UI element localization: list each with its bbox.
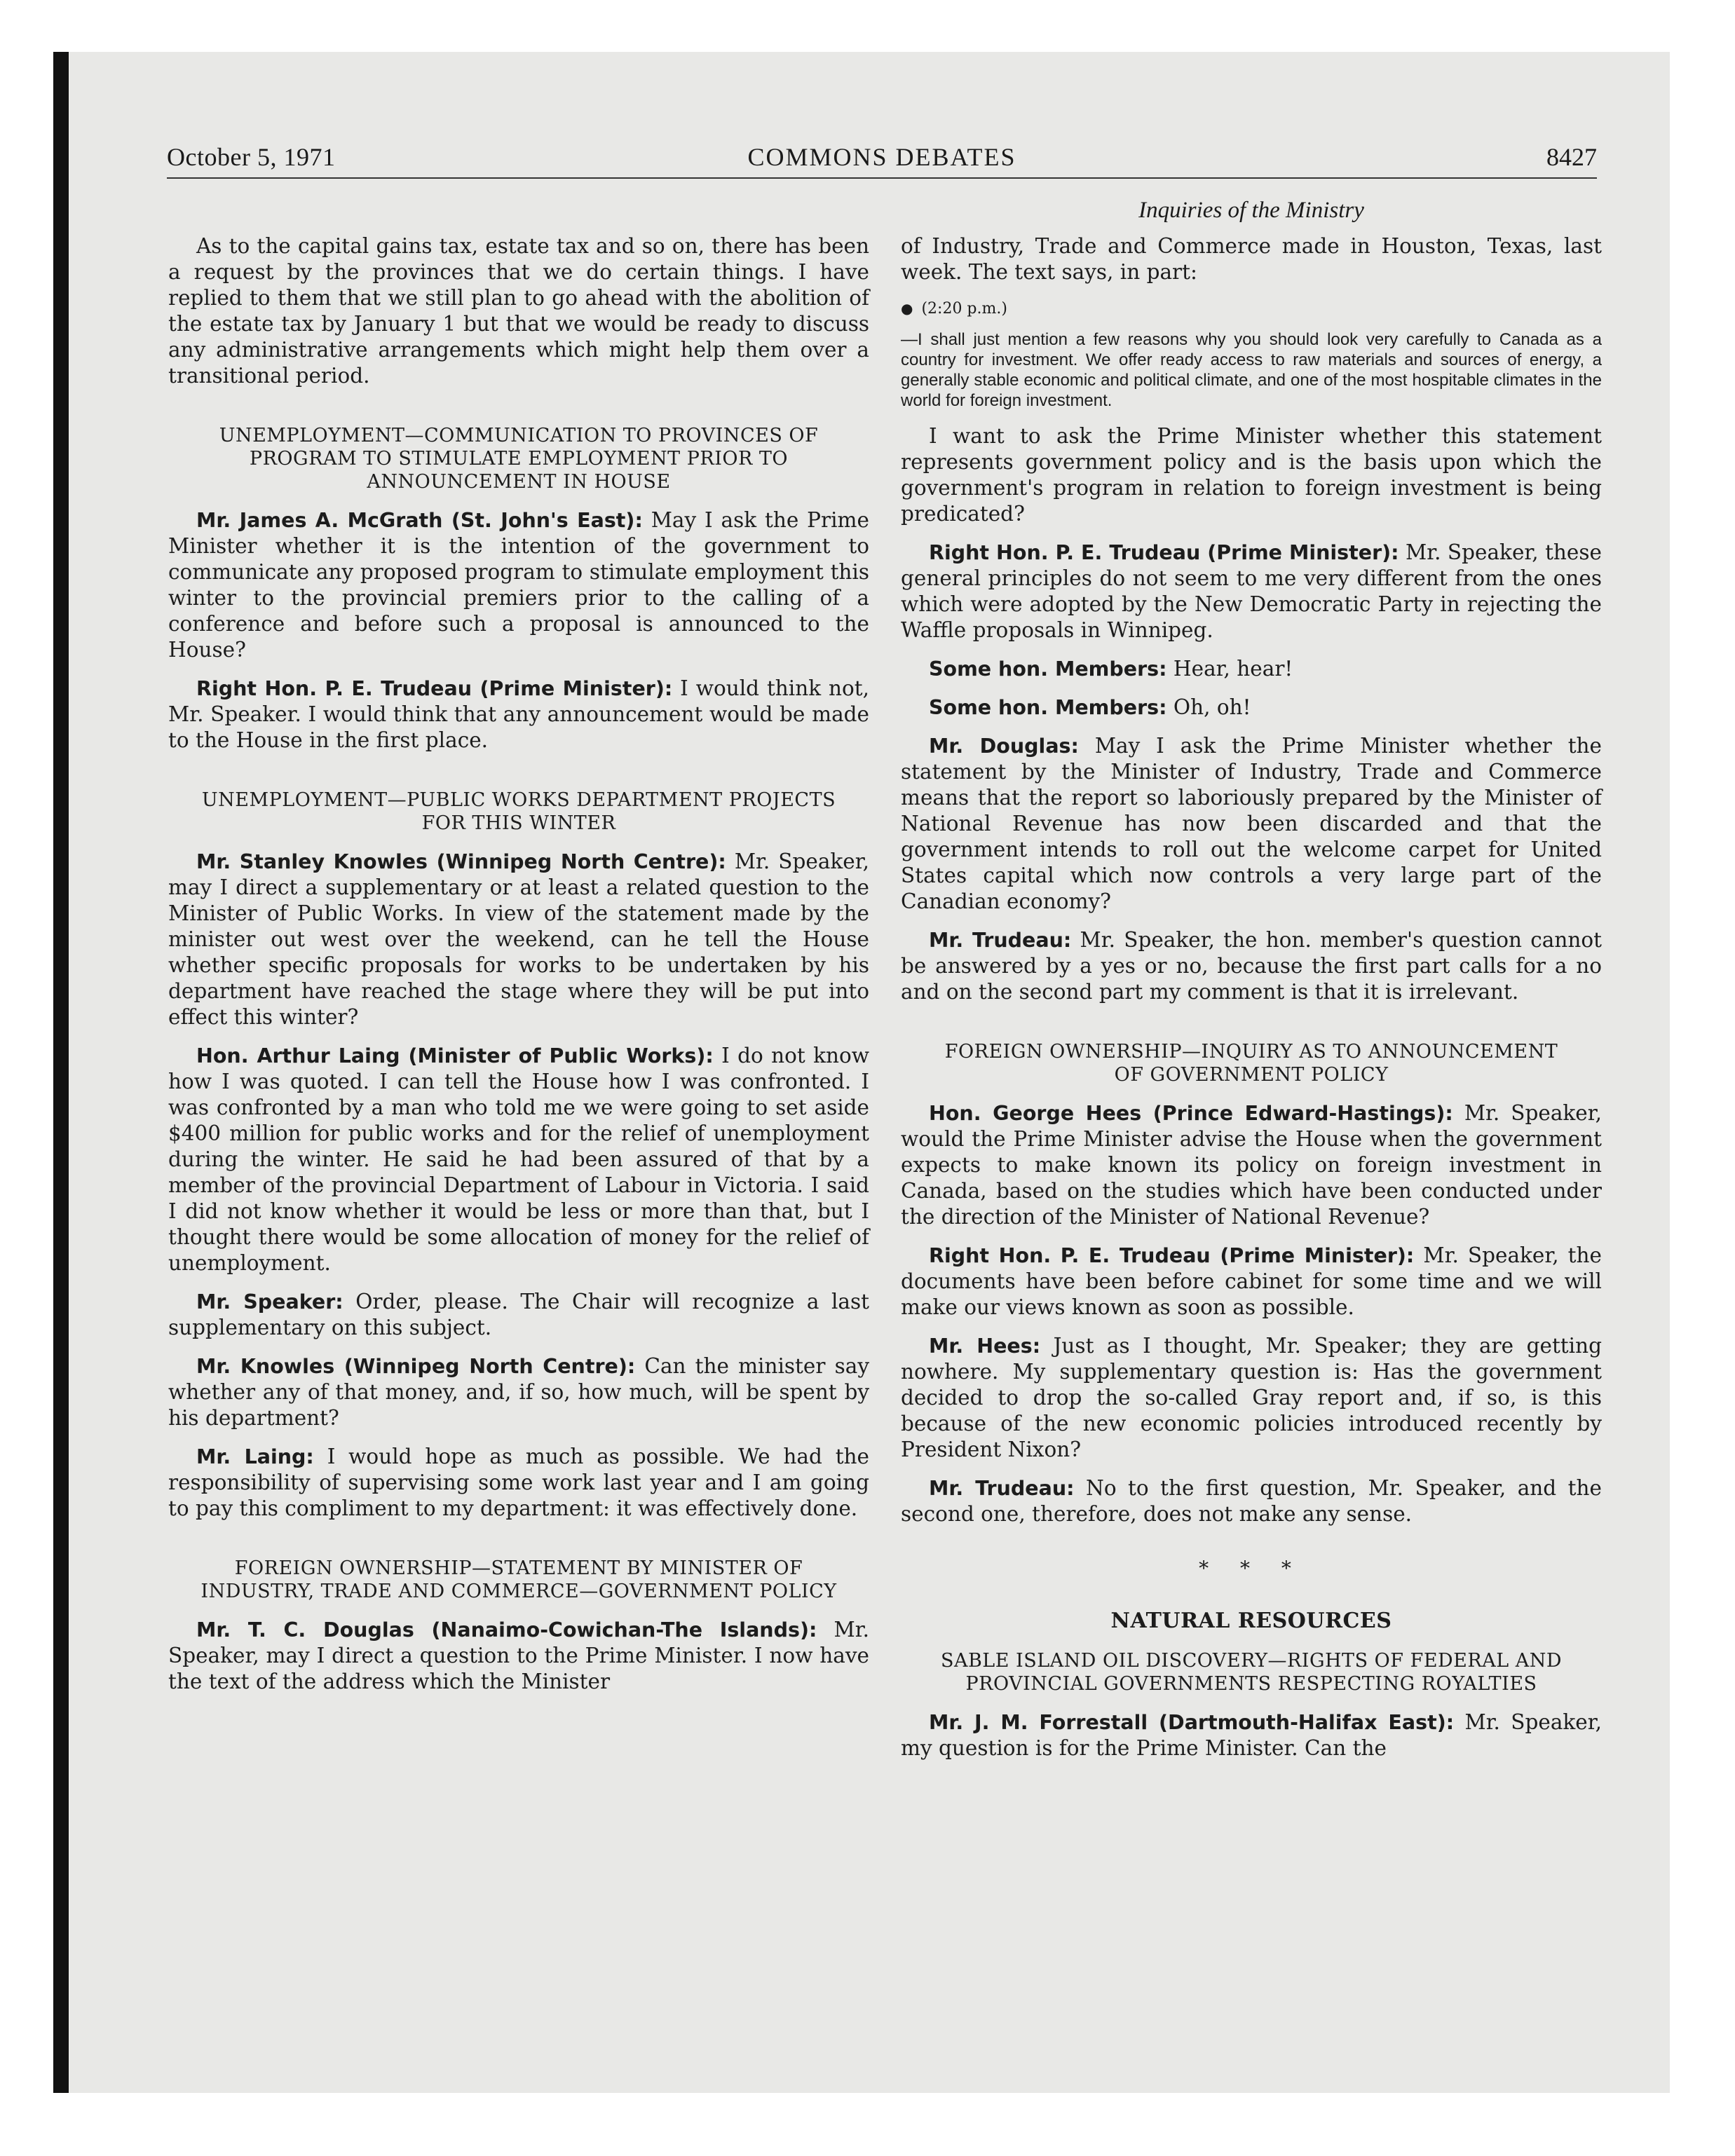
speaker-name: Mr. Knowles (Winnipeg North Centre): (196, 1355, 636, 1378)
right-column (901, 233, 1602, 1774)
speaker-name: Right Hon. P. E. Trudeau (Prime Minister): (196, 677, 673, 700)
section-heading: FOREIGN OWNERSHIP—INQUIRY AS TO ANNOUNCEMENT OF GOVERNMENT POLICY (944, 1041, 1558, 1086)
speaker-name: Right Hon. P. E. Trudeau (Prime Minister): (929, 1244, 1415, 1267)
speech-text: Can the minister say whether any of that money, and, if so, how much, will be spent by his department? (168, 1354, 869, 1430)
speaker-name: Mr. T. C. Douglas (Nanaimo-Cowichan-The Islands): (196, 1618, 817, 1642)
speaker-name: Mr. J. M. Forrestall (Dartmouth-Halifax East): (929, 1711, 1455, 1734)
speaker-name: Mr. Laing: (196, 1445, 314, 1468)
speech (901, 927, 1602, 1005)
paragraph: of Industry, Trade and Commerce made in Houston, Texas, last week. The text says, in part: (901, 234, 1602, 284)
section-heading: UNEMPLOYMENT—COMMUNICATION TO PROVINCES OF PROGRAM TO STIMULATE EMPLOYMENT PRIOR TO ANNOUNCEMENT IN HOUSE (219, 425, 819, 493)
speech (168, 1353, 869, 1431)
speaker-name: Hon. Arthur Laing (Minister of Public Works): (196, 1044, 714, 1067)
speech-text: Mr. Speaker, these general principles do not seem to me very different from the ones which were adopted by the New Democratic Party in rejecting the Waffle proposals in Winnipeg. (901, 540, 1602, 642)
speech-text: Mr. Speaker, my question is for the Prime Minister. Can the (901, 1710, 1602, 1760)
speech (901, 733, 1602, 915)
speaker-name: Mr. Hees: (929, 1335, 1041, 1358)
section-heading: UNEMPLOYMENT—PUBLIC WORKS DEPARTMENT PROJECTS FOR THIS WINTER (201, 789, 836, 834)
speech-text: I would think not, Mr. Speaker. I would think that any announcement would be made to the House in the first place. (168, 676, 869, 752)
speaker-name: Mr. Douglas: (929, 735, 1079, 758)
major-heading: NATURAL RESOURCES (1110, 1609, 1392, 1633)
speaker-name: Some hon. Members: (929, 657, 1167, 681)
speech-text: No to the first question, Mr. Speaker, and the second one, therefore, does not make any sense. (901, 1476, 1602, 1526)
speech-text: May I ask the Prime Minister whether it is the intention of the government to communicate any proposed program to stimulate employment this winter to the provincial premiers prior to the calling of a conference and before such a proposal is announced to the House? (168, 508, 869, 662)
speech-text: Mr. Speaker, the documents have been before cabinet for some time and we will make our views known as soon as possible. (901, 1243, 1602, 1319)
speech-text: Just as I thought, Mr. Speaker; they are getting nowhere. My supplementary question is: Has the government decided to drop the so-called Gray report and, if so, is this because of the new economic policies introduced recently by President Nixon? (901, 1334, 1602, 1461)
paragraph: I want to ask the Prime Minister whether this statement represents government policy and is the basis upon which the government's program in relation to foreign investment is being predicated? (901, 424, 1602, 526)
speech (901, 695, 1602, 721)
header-journal-title: COMMONS DEBATES (747, 143, 1016, 171)
speech-text: Oh, oh! (1173, 695, 1251, 719)
header-page-number: 8427 (1546, 143, 1597, 171)
speech (901, 1243, 1602, 1321)
section-heading: SABLE ISLAND OIL DISCOVERY—RIGHTS OF FEDERAL AND PROVINCIAL GOVERNMENTS RESPECTING ROYALTIES (940, 1650, 1563, 1695)
speech (168, 1289, 869, 1341)
speech (168, 507, 869, 663)
speech-text: Mr. Speaker, would the Prime Minister advise the House when the government expects to make known its policy on foreign investment in Canada, based on the studies which have been conducted under the direction of the Minister of National Revenue? (901, 1101, 1602, 1229)
section-divider: * * * (1199, 1557, 1304, 1580)
paragraph: As to the capital gains tax, estate tax and so on, there has been a request by the provinces that we do certain things. I have replied to them that we still plan to go ahead with the abolition of the estate tax by January 1 but that we would be ready to discuss any administrative arrangements which might help them over a transitional period. (168, 234, 869, 388)
left-column (168, 233, 869, 1707)
time-marker (901, 298, 1602, 320)
speech-text: Hear, hear! (1173, 657, 1293, 681)
header-date: October 5, 1971 (167, 143, 336, 171)
speech (901, 656, 1602, 682)
speech-text: Mr. Speaker, may I direct a question to the Prime Minister. I now have the text of the address which the Minister (168, 1618, 869, 1693)
speech-text: I would hope as much as possible. We had the responsibility of supervising some work last year and I am going to pay this compliment to my department: it was effectively done. (168, 1445, 869, 1520)
speech-text: May I ask the Prime Minister whether the statement by the Minister of Industry, Trade and Commerce means that the report so laboriously prepared by the Minister of National Revenue has now been discarded and that the government intends to roll out the welcome carpet for United States capital which now controls a very large part of the Canadian economy? (901, 734, 1603, 913)
speech-text: Mr. Speaker, may I direct a supplementary or at least a related question to the Minister of Public Works. In view of the statement made by the minister out west over the weekend, can he tell the House whether specific proposals for works to be undertaken by his department have reached the stage where they will be put into effect this winter? (168, 850, 869, 1029)
quoted-text: —I shall just mention a few reasons why you should look very carefully to Canada as a country for investment. We offer ready access to raw materials and sources of energy, a generally stable economic and political climate, and one of the most hospitable climates in the world for foreign investment. (901, 330, 1602, 410)
page-header (167, 142, 1597, 179)
speech (901, 1710, 1602, 1761)
speech (168, 1444, 869, 1522)
time-stamp: (2:20 p.m.) (921, 300, 1007, 318)
speech-text: Order, please. The Chair will recognize a last supplementary on this subject. (168, 1290, 869, 1339)
speaker-name: Hon. George Hees (Prince Edward-Hastings): (929, 1102, 1453, 1125)
speaker-name: Mr. Trudeau: (929, 1477, 1075, 1500)
speaker-name: Mr. Speaker: (196, 1290, 343, 1314)
speaker-name: Mr. James A. McGrath (St. John's East): (196, 509, 643, 532)
speech-text: Mr. Speaker, the hon. member's question cannot be answered by a yes or no, because the first part calls for a no and on the second part my comment is that it is irrelevant. (901, 928, 1603, 1004)
speaker-name: Some hon. Members: (929, 696, 1167, 719)
running-section-title: Inquiries of the Ministry (1138, 198, 1364, 223)
speech (901, 1100, 1602, 1230)
speech (901, 1333, 1602, 1463)
speaker-name: Mr. Stanley Knowles (Winnipeg North Centre): (196, 850, 726, 873)
speaker-name: Right Hon. P. E. Trudeau (Prime Minister): (929, 541, 1399, 564)
speech (901, 540, 1602, 643)
speech-text: I do not know how I was quoted. I can tell the House how I was confronted. I was confronted by a man who told me we were going to set aside $400 million for public works and for the relief of unemployment during the winter. He said he had been assured of that by a member of the provincial Department of Labour in Victoria. I said I did not know whether it would be less or more than that, but I thought there would be some allocation of money for the relief of unemployment. (168, 1044, 869, 1275)
bullet-icon: ● (901, 300, 913, 317)
speech (168, 1043, 869, 1276)
speech (168, 676, 869, 753)
speech (168, 849, 869, 1030)
speaker-name: Mr. Trudeau: (929, 929, 1072, 952)
speech (168, 1617, 869, 1695)
section-heading: FOREIGN OWNERSHIP—STATEMENT BY MINISTER OF INDUSTRY, TRADE AND COMMERCE—GOVERNMENT POLICY (200, 1557, 837, 1602)
scan-edge-bar (53, 52, 69, 2093)
speech (901, 1475, 1602, 1527)
